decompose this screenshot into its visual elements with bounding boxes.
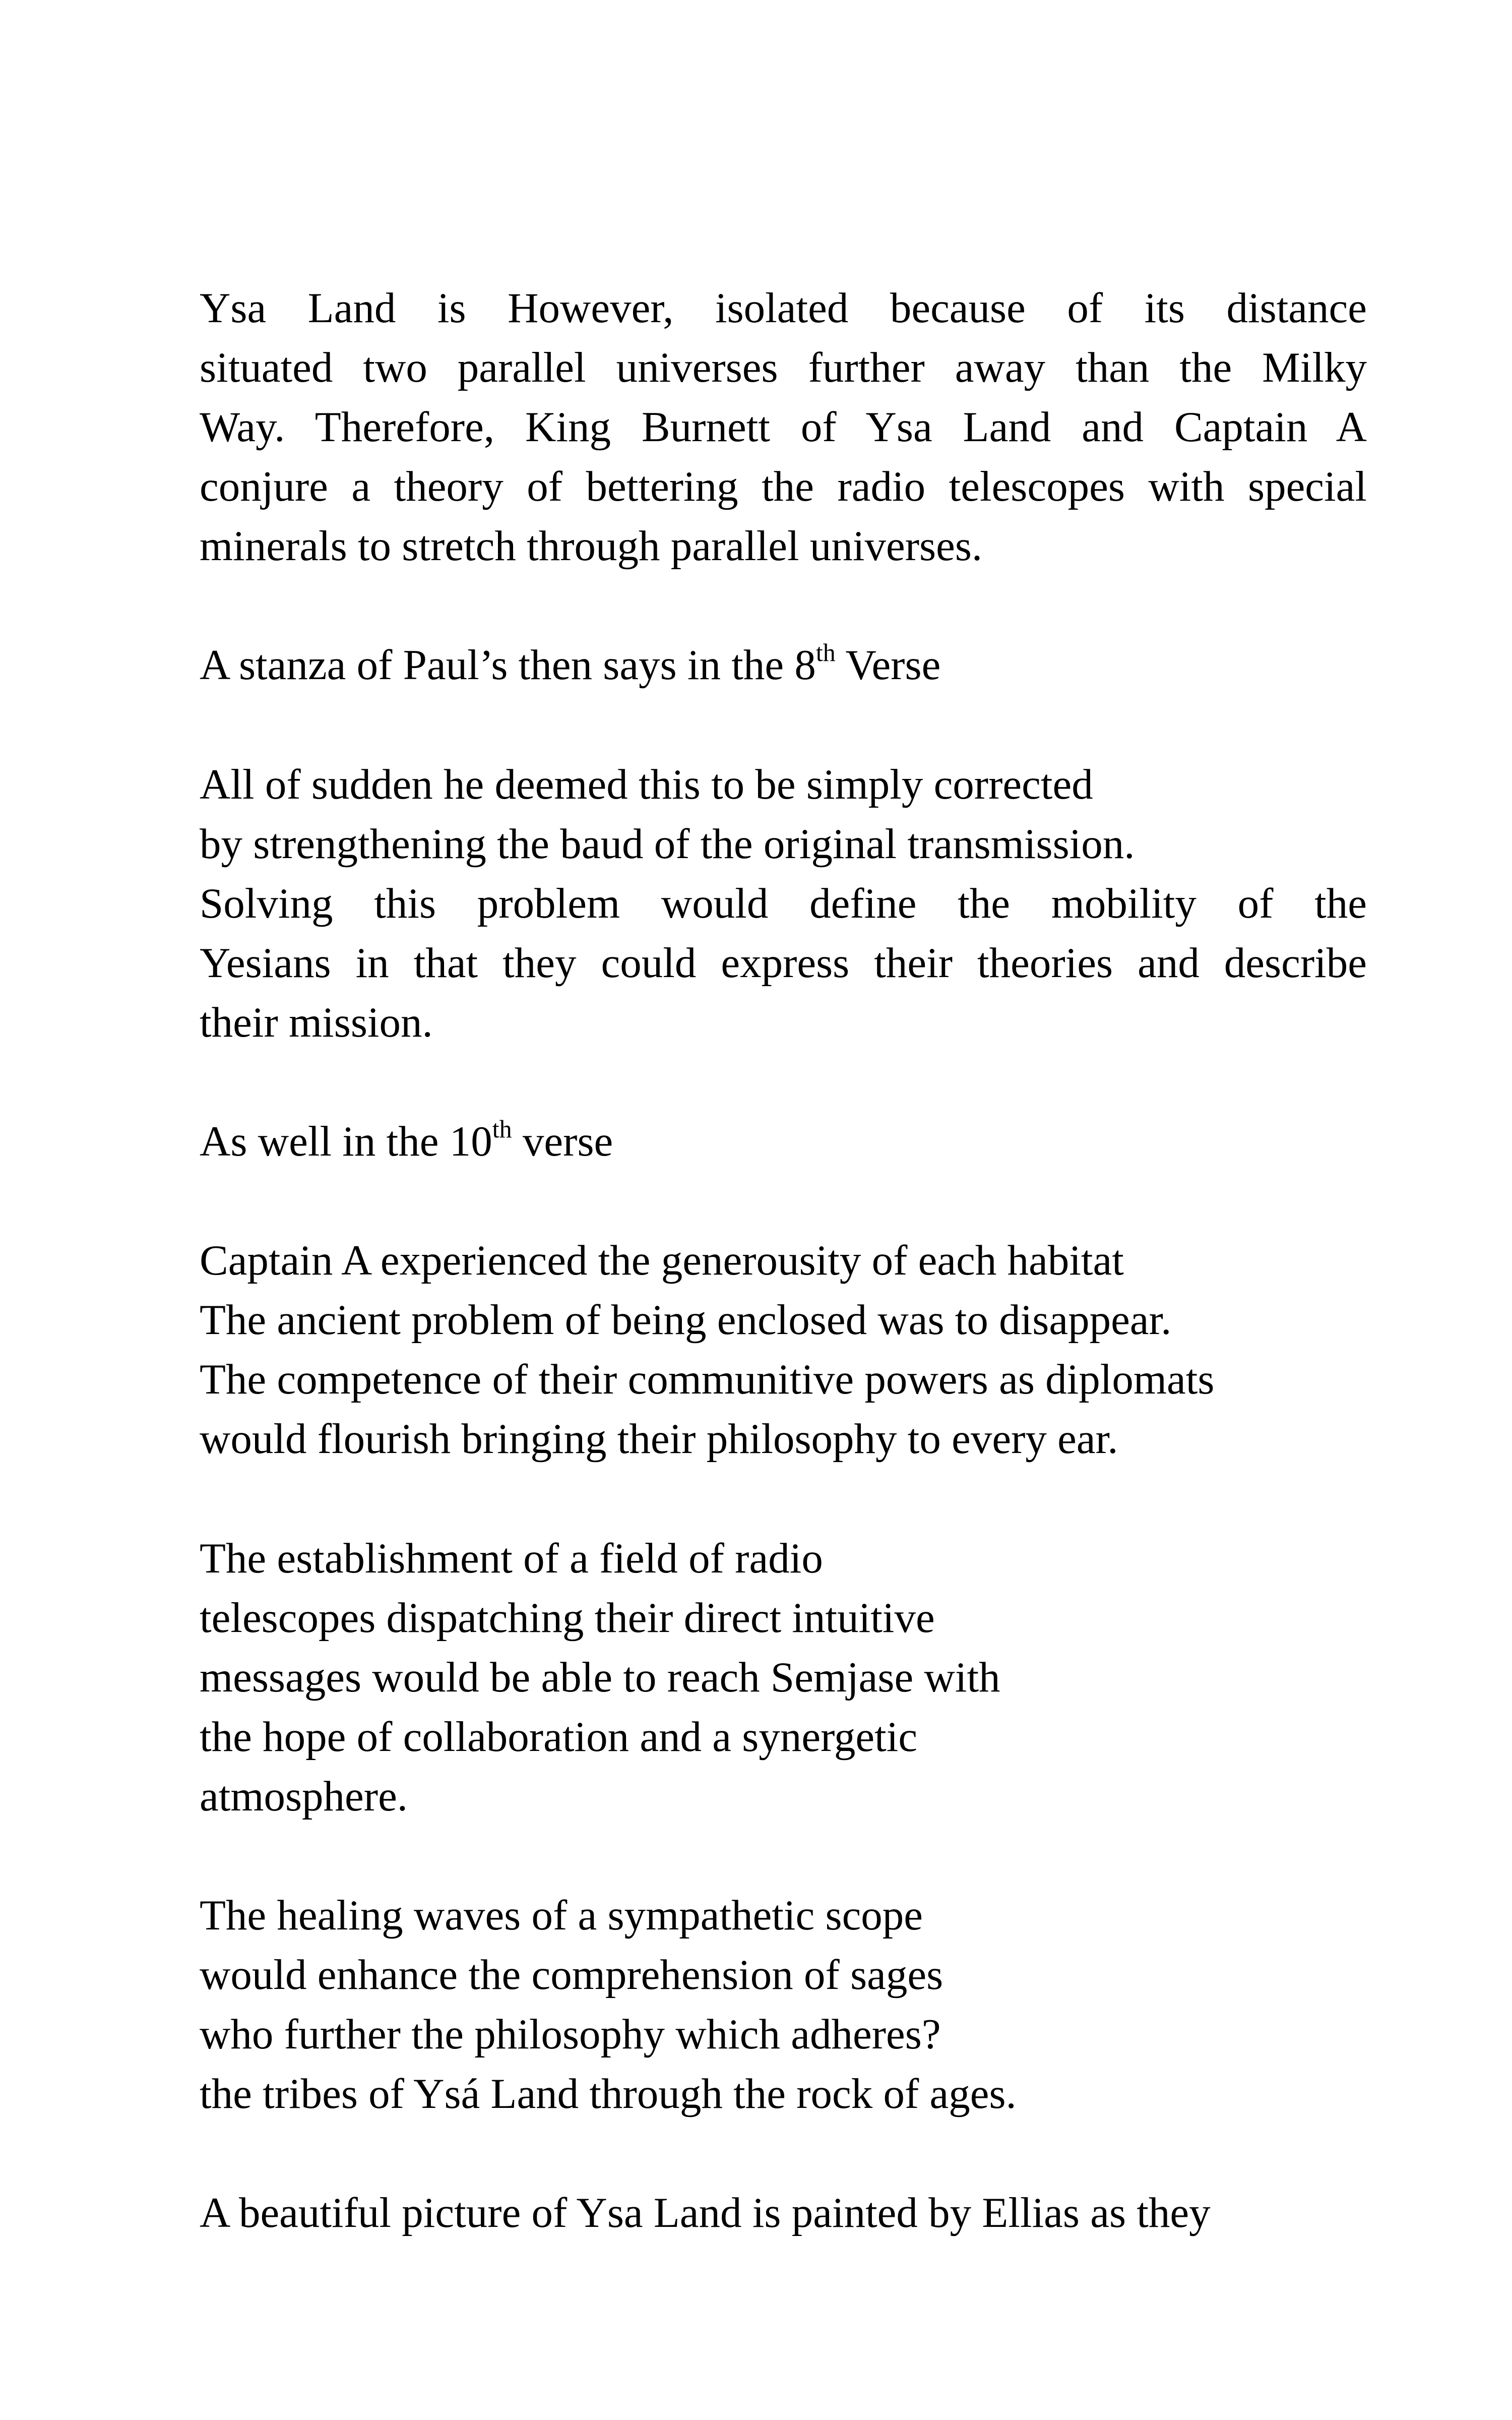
text-line: their mission.	[200, 999, 433, 1046]
text-line: situated two parallel universes further away than the Milky	[200, 344, 1367, 391]
text-line: minerals to stretch through parallel universes.	[200, 522, 983, 570]
text-line: messages would be able to reach Semjase with	[200, 1654, 1000, 1701]
text-line: telescopes dispatching their direct intuitive	[200, 1594, 935, 1642]
text-line: atmosphere.	[200, 1773, 408, 1820]
text-line: The establishment of a field of radio	[200, 1535, 823, 1582]
text-line: would flourish bringing their philosophy to every ear.	[200, 1415, 1118, 1463]
stanza-intro-text: A stanza of Paul’s then says in the	[200, 641, 795, 689]
text-line: The ancient problem of being enclosed was to disappear.	[200, 1296, 1172, 1344]
text-line: A beautiful picture of Ysa Land is painted by Ellias as they	[200, 2189, 1211, 2236]
text-line: would enhance the comprehension of sages	[200, 1951, 943, 1999]
text-line: Solving this problem would define the mobility of the	[200, 880, 1367, 927]
text-line: Way. Therefore, King Burnett of Ysa Land and Captain A	[200, 403, 1367, 451]
ordinal-suffix: th	[492, 1115, 512, 1143]
text-line: the tribes of Ysá Land through the rock of ages.	[200, 2070, 1017, 2118]
text-line: conjure a theory of bettering the radio telescopes with special	[200, 463, 1367, 510]
text-line: who further the philosophy which adheres?	[200, 2011, 941, 2058]
stanza-intro-8th	[200, 635, 940, 695]
stanza-intro-text: As well in the	[200, 1118, 450, 1165]
text-line: All of sudden he deemed this to be simply corrected	[200, 761, 1093, 808]
stanza-intro-text: verse	[512, 1118, 613, 1165]
text-line: by strengthening the baud of the original transmission.	[200, 820, 1135, 868]
verse-number: 8	[794, 641, 816, 689]
text-line: Ysa Land is However, isolated because of its distance	[200, 284, 1367, 332]
stanza-intro-text: Verse	[835, 641, 941, 689]
ordinal-suffix: th	[815, 638, 836, 667]
text-line: the hope of collaboration and a synergetic	[200, 1713, 918, 1761]
verse-number: 10	[449, 1118, 492, 1165]
text-line: The healing waves of a sympathetic scope	[200, 1892, 923, 1939]
text-line: Yesians in that they could express their theories and describe	[200, 939, 1367, 987]
text-line: Captain A experienced the generousity of each habitat	[200, 1237, 1124, 1284]
text-line: The competence of their communitive powers as diplomats	[200, 1356, 1215, 1403]
stanza-intro-10th	[200, 1112, 613, 1171]
